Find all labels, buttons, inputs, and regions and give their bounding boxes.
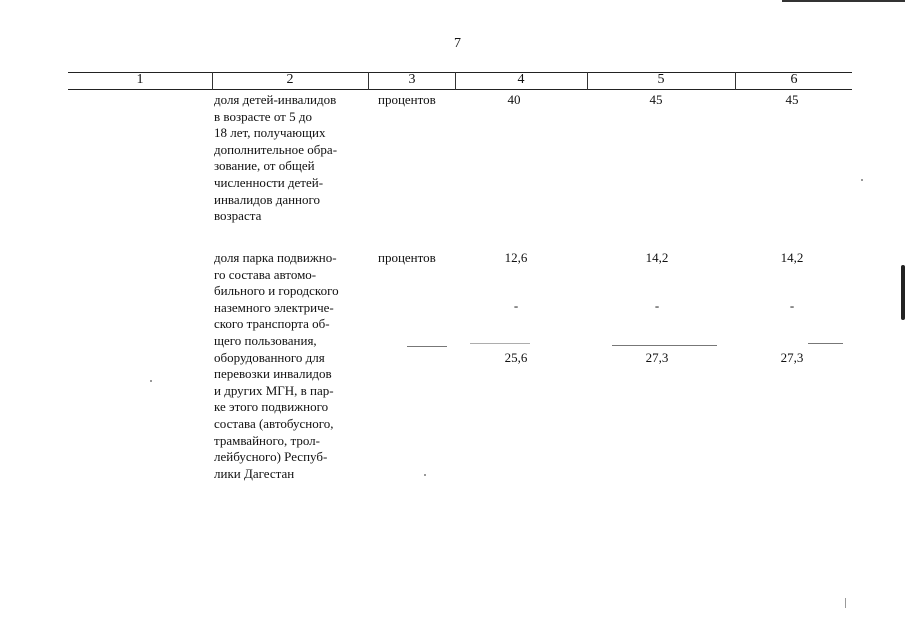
row2-value-col6: 14,2	[780, 250, 804, 265]
header-col-4: 4	[517, 72, 525, 87]
scan-edge-mark	[901, 265, 905, 320]
text-line: дополнительное обра-	[214, 141, 338, 157]
text-line: трамвайного, трол-	[214, 432, 320, 448]
header-col-2: 2	[286, 72, 294, 87]
text-line: щего пользования,	[214, 332, 317, 348]
text-line: доля парка подвижно-	[214, 250, 337, 265]
text-line: лики Дагестан	[214, 465, 295, 481]
scan-speck	[861, 179, 863, 181]
faint-separator	[407, 346, 447, 347]
row2-value2-col4: 25,6	[504, 350, 528, 365]
text-line: численности детей-	[214, 174, 324, 190]
text-line: наземного электриче-	[214, 299, 334, 315]
text-line: оборудованного для	[214, 349, 325, 365]
row2-dash-col6: -	[789, 298, 795, 313]
col-divider-2	[368, 72, 369, 90]
text-line: го состава автомо-	[214, 266, 317, 282]
text-line: бильного и городского	[214, 283, 339, 299]
row2-dash-col4: -	[513, 298, 519, 313]
faint-separator	[808, 343, 843, 344]
text-line: инвалидов данного	[214, 191, 321, 207]
faint-separator	[612, 345, 717, 346]
header-col-3: 3	[408, 72, 416, 87]
scan-speck	[150, 380, 152, 382]
faint-separator	[470, 343, 530, 344]
text-line: 18 лет, получающих	[214, 125, 326, 141]
text-line: зование, от общей	[214, 158, 315, 174]
row2-dash-col5: -	[654, 298, 660, 313]
text-line: состава (автобусного,	[214, 415, 334, 431]
row1-value-col6: 45	[785, 92, 799, 107]
header-col-6: 6	[790, 72, 798, 87]
text-line: в возрасте от 5 до	[214, 108, 312, 124]
text-line: лейбусного) Респуб-	[214, 449, 328, 465]
text-line: и других МГН, в пар-	[214, 382, 334, 398]
text-line: ке этого подвижного	[214, 399, 329, 415]
text-line: возраста	[214, 208, 262, 224]
row2-value2-col6: 27,3	[780, 350, 804, 365]
row2-unit: процентов	[378, 250, 436, 265]
text-line: ского транспорта об-	[214, 316, 330, 332]
row1-value-col5: 45	[649, 92, 663, 107]
header-col-5: 5	[657, 72, 665, 87]
row1-value-col4: 40	[507, 92, 521, 107]
scan-edge-rule	[782, 0, 905, 2]
row1-indicator-text	[214, 92, 366, 225]
scan-speck	[845, 598, 846, 608]
col-divider-1	[212, 72, 213, 90]
row2-value2-col5: 27,3	[645, 350, 669, 365]
row1-unit: процентов	[378, 92, 436, 107]
col-divider-5	[735, 72, 736, 90]
text-line: доля детей-инвалидов	[214, 92, 337, 107]
col-divider-3	[455, 72, 456, 90]
row2-indicator-text	[214, 250, 366, 482]
col-divider-4	[587, 72, 588, 90]
row2-value-col5: 14,2	[645, 250, 669, 265]
page-number: 7	[454, 36, 461, 51]
header-col-1: 1	[136, 72, 144, 87]
row2-value-col4: 12,6	[504, 250, 528, 265]
text-line: перевозки инвалидов	[214, 366, 332, 382]
scan-speck	[424, 474, 426, 476]
